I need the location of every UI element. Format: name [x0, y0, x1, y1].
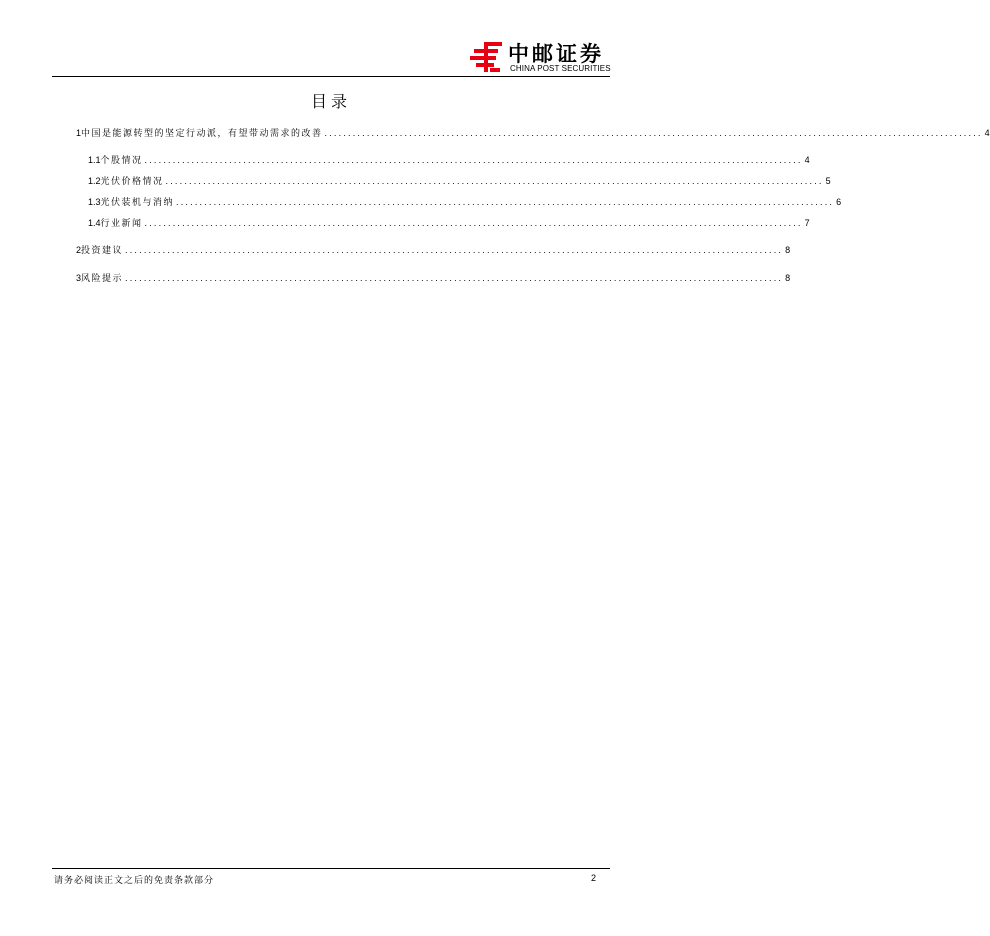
toc-entry-page: 8	[785, 273, 791, 283]
toc-entry[interactable]	[76, 126, 990, 140]
toc-entry-page: 7	[804, 218, 810, 228]
toc-leader-dots: ............................................................................................................................................	[144, 218, 803, 228]
toc-entry-number: 1.3	[88, 197, 101, 207]
toc-entry-page: 8	[785, 245, 791, 255]
china-post-logo-icon	[470, 40, 504, 74]
toc-leader-dots: ............................................................................................................................................	[125, 273, 784, 283]
toc-entry-title: 光伏装机与消纳	[100, 198, 175, 208]
toc-leader-dots: ............................................................................................................................................	[144, 155, 803, 165]
toc-entry-page: 4	[984, 128, 990, 138]
toc-entry-number: 2	[76, 245, 82, 255]
footer-divider	[52, 868, 610, 869]
toc-entry-number: 1	[76, 128, 82, 138]
toc-entry[interactable]	[76, 243, 791, 257]
toc-entry[interactable]	[88, 216, 810, 230]
toc-entry[interactable]	[88, 195, 842, 209]
footer-page-number: 2	[590, 873, 596, 883]
header-divider	[52, 76, 610, 77]
toc-entry-number: 1.2	[88, 176, 101, 186]
toc-leader-dots: ............................................................................................................................................	[125, 245, 784, 255]
toc-leader-dots: ............................................................................................................................................	[176, 197, 835, 207]
toc-entry-title: 风险提示	[81, 274, 124, 284]
toc-entry-number: 1.1	[88, 155, 101, 165]
toc-entry-page: 4	[804, 155, 810, 165]
toc-entry-page: 6	[836, 197, 842, 207]
toc-entry-number: 1.4	[88, 218, 101, 228]
toc-entry-page: 5	[825, 176, 831, 186]
footer-disclaimer: 请务必阅读正文之后的免责条款部分	[54, 876, 215, 886]
toc-title: 目录	[310, 92, 351, 111]
toc-entry-title: 个股情况	[100, 156, 143, 166]
toc-entry[interactable]	[76, 271, 791, 285]
toc-leader-dots: ............................................................................................................................................	[165, 176, 824, 186]
toc-entry-title: 投资建议	[81, 246, 124, 256]
toc-entry-title: 光伏价格情况	[100, 177, 164, 187]
brand-name-en: CHINA POST SECURITIES	[510, 64, 611, 73]
toc-leader-dots: ............................................................................................................................................	[324, 128, 983, 138]
toc-entry-title: 中国是能源转型的坚定行动派，有望带动需求的改善	[81, 129, 323, 139]
toc-entry[interactable]	[88, 153, 810, 167]
brand-logo	[470, 38, 612, 76]
toc-entry[interactable]	[88, 174, 831, 188]
toc-entry-number: 3	[76, 273, 82, 283]
toc-entry-title: 行业新闻	[100, 219, 143, 229]
brand-name-cn: 中邮证券	[508, 42, 604, 66]
